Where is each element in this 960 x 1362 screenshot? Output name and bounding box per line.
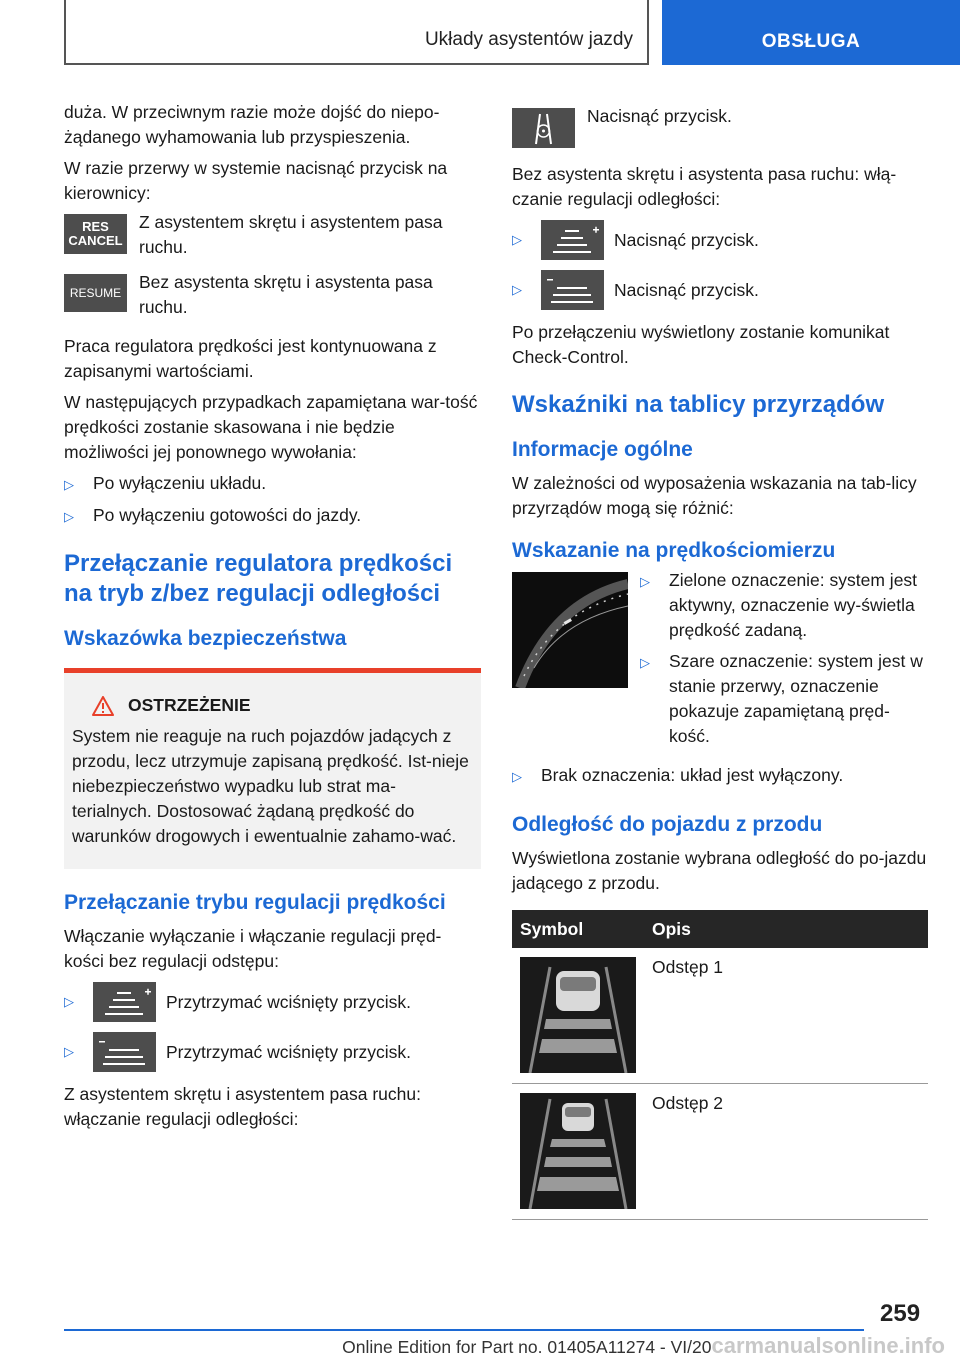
table-row: [512, 948, 928, 1084]
heading-speedometer: Wskazanie na prędkościomierzu: [512, 539, 836, 562]
right-column: [512, 100, 928, 1220]
warning-body: System nie reaguje na ruch pojazdów jadących z przodu, lecz utrzymuje zapisaną prędkość. Ist-nieje niebezpieczeństwo wypadku lub strat ma-terialnych. Dostosować żądaną prędkość do warunków drogowych i ewentualnie zahamo-wać.: [72, 726, 469, 846]
warning-title: OSTRZEŻENIE: [128, 695, 251, 715]
chapter-title: Układy asystentów jazdy: [424, 29, 633, 50]
heading-switch-mode: Przełączanie regulatora prędkości na tryb z/bez regulacji odległości: [64, 550, 453, 607]
distance-plus-button-icon: [541, 220, 604, 260]
bullet-triangle-icon: ▷: [512, 282, 522, 297]
warning-box: [64, 668, 481, 869]
bullet-triangle-icon: ▷: [64, 477, 74, 492]
warning-triangle-icon: [92, 696, 114, 716]
paragraph: W następujących przypadkach zapamiętana war-tość prędkości zostanie skasowana i nie będzie możliwości jej ponownego wywołania:: [64, 392, 478, 462]
page-number: 259: [880, 1300, 921, 1327]
bullet-triangle-icon: ▷: [640, 574, 650, 589]
paragraph: duża. W przeciwnym razie może dojść do niepo-żądanego wyhamowania lub przyspieszenia.: [64, 102, 440, 147]
paragraph: W zależności od wyposażenia wskazania na tab-licy przyrządów mogą się różnić:: [512, 473, 917, 518]
button-description-row: [64, 274, 481, 320]
heading-speed-mode: Przełączanie trybu regulacji prędkości: [64, 891, 446, 914]
distance-plus-button-icon: [93, 982, 156, 1022]
paragraph: Z asystentem skrętu i asystentem pasa ruchu: włączanie regulacji odległości:: [64, 1084, 421, 1129]
heading-safety-note: Wskazówka bezpieczeństwa: [64, 627, 347, 650]
distance-2-car-icon: [520, 1093, 636, 1209]
list-item: ▷ Po wyłączeniu układu.: [64, 471, 481, 497]
distance-description: Odstęp 1: [644, 948, 928, 1084]
watermark-logo: carmanualsonline.info: [711, 1333, 945, 1358]
distance-description: Odstęp 2: [644, 1084, 928, 1220]
table-header-symbol: Symbol: [512, 910, 644, 948]
bullet-triangle-icon: ▷: [512, 769, 522, 784]
distance-minus-button-icon: [541, 270, 604, 310]
distance-minus-button-icon: [93, 1032, 156, 1072]
button-description-row: Nacisnąć przycisk.: [512, 108, 928, 148]
footer-divider: [64, 1329, 864, 1331]
list-item: ▷ Przytrzymać wciśnięty przycisk.: [64, 982, 481, 1022]
paragraph: Włączanie wyłączanie i włączanie regulacji pręd-kości bez regulacji odstępu:: [64, 926, 442, 971]
heading-indicators: Wskaźniki na tablicy przyrządów: [512, 391, 885, 418]
left-column: [64, 100, 481, 1138]
paragraph: W razie przerwy w systemie nacisnąć przycisk na kierownicy:: [64, 158, 448, 203]
bullet-triangle-icon: ▷: [512, 232, 522, 247]
bullet-triangle-icon: ▷: [64, 994, 74, 1009]
table-row: [512, 1084, 928, 1220]
heading-distance: Odległość do pojazdu z przodu: [512, 813, 823, 836]
header-chapter-box: [64, 0, 649, 65]
bullet-triangle-icon: ▷: [640, 655, 650, 670]
button-description: Z asystentem skrętu i asystentem pasa ruchu.: [139, 212, 443, 257]
heading-general-info: Informacje ogólne: [512, 438, 693, 461]
bullet-triangle-icon: ▷: [64, 1044, 74, 1059]
list-item: ▷ Zielone oznaczenie: system jest aktywny, oznaczenie wy-świetla prędkość zadaną.: [640, 570, 918, 640]
bullet-triangle-icon: ▷: [64, 509, 74, 524]
res-cancel-button-image: RES CANCEL: [64, 214, 127, 254]
table-header-description: Opis: [644, 910, 928, 948]
button-description-row: [64, 214, 481, 260]
paragraph: Praca regulatora prędkości jest kontynuowana z zapisanymi wartościami.: [64, 336, 437, 381]
lane-assist-button-icon: [512, 108, 575, 148]
paragraph: Wyświetlona zostanie wybrana odległość do po-jazdu jadącego z przodu.: [512, 848, 927, 893]
header-section-box: [662, 0, 960, 65]
paragraph: Po przełączeniu wyświetlony zostanie komunikat Check-Control.: [512, 322, 890, 367]
list-item: ▷ Brak oznaczenia: układ jest wyłączony.: [512, 763, 928, 789]
button-description: Bez asystenta skrętu i asystenta pasa ruchu.: [139, 272, 433, 317]
list-item: ▷ Nacisnąć przycisk.: [512, 220, 928, 260]
list-item: ▷ Przytrzymać wciśnięty przycisk.: [64, 1032, 481, 1072]
speedometer-image: [512, 572, 628, 688]
paragraph: Bez asystenta skrętu i asystenta pasa ruchu: włą-czanie regulacji odległości:: [512, 164, 897, 209]
symbol-table: [512, 910, 928, 1220]
list-item: ▷ Szare oznaczenie: system jest w stanie przerwy, oznaczenie pokazuje zapamiętaną pręd-kość.: [640, 651, 923, 746]
speedometer-section: [512, 572, 928, 755]
section-title: OBSŁUGA: [761, 31, 861, 52]
distance-1-car-icon: [520, 957, 636, 1073]
list-item: ▷ Po wyłączeniu gotowości do jazdy.: [64, 503, 481, 529]
resume-button-image: RESUME: [64, 274, 127, 312]
footer-edition: Online Edition for Part no. 01405A11274 - VI/20carmanualsonline.info: [342, 1333, 945, 1358]
list-item: ▷ Nacisnąć przycisk.: [512, 270, 928, 310]
